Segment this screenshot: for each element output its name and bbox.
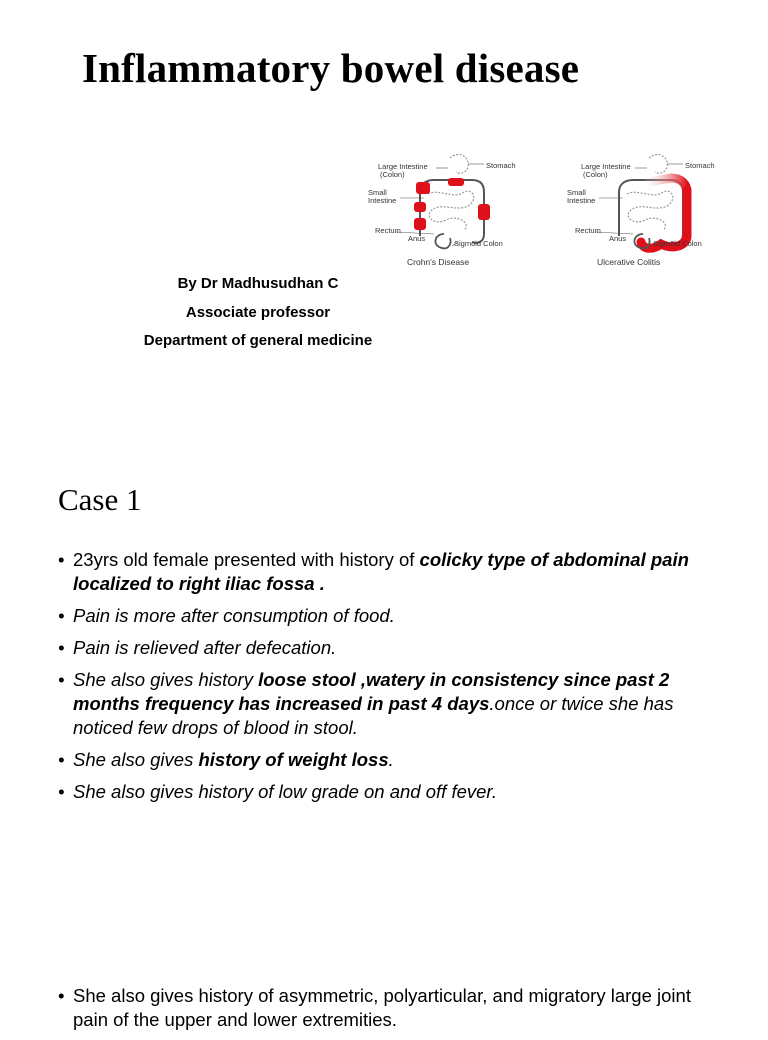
small-intestine-outline (627, 191, 673, 230)
caption-crohns: Crohn's Disease (407, 257, 470, 267)
crohns-illustration (364, 150, 534, 272)
colon-outline (619, 180, 683, 243)
label-sigmoid: Sigmoid Colon (653, 239, 702, 248)
list-item (58, 780, 718, 804)
label-stomach: Stomach (685, 161, 715, 170)
ulcerative-colitis-diagram (563, 150, 733, 272)
lesion-patch (478, 204, 490, 220)
label-small: Small (567, 188, 586, 197)
bullet-text: . (388, 749, 394, 770)
case-title: Case 1 (58, 482, 142, 517)
label-large-intestine: Large Intestine (581, 162, 631, 171)
bullet-text: She also gives (73, 749, 199, 770)
bullet-text: Pain is relieved after defecation. (73, 637, 337, 658)
bullet-text: 23yrs old female presented with history of (73, 549, 420, 570)
bullet-text: She also gives history of asymmetric, polyarticular, and migratory large joint pain of the upper and lower extremities. (73, 985, 691, 1030)
stomach-outline (649, 155, 667, 174)
bullet-text: .once or twice she has noticed few drops of blood in stool. (73, 693, 674, 738)
small-intestine-outline (428, 191, 474, 230)
bullet-emphasis: colicky type of abdominal pain localized to right iliac fossa . (73, 549, 689, 594)
list-item (58, 984, 718, 1032)
lesion-patch (416, 182, 430, 194)
title-slide (0, 0, 768, 450)
bullet-emphasis: history of weight loss (198, 749, 389, 770)
label-anus: Anus (408, 234, 426, 243)
list-item (58, 636, 718, 660)
label-intestine: Intestine (368, 196, 397, 205)
list-item (58, 668, 718, 740)
lesion-patch (448, 178, 464, 186)
lesion-patch (414, 218, 426, 230)
caption-ulcerative-colitis: Ulcerative Colitis (597, 257, 661, 267)
crohns-diagram (364, 150, 534, 272)
bullet-emphasis: loose stool ,watery in consistency since past 2 months frequency has increased in past 4 days (73, 669, 670, 714)
author-department: Department of general medicine (143, 332, 373, 349)
label-sigmoid: Sigmoid Colon (454, 239, 503, 248)
list-item (58, 604, 718, 628)
author-block (118, 270, 398, 356)
stomach-outline (450, 155, 468, 174)
list-item (58, 748, 718, 772)
bullet-text: She also gives history (73, 669, 259, 690)
label-colon: (Colon) (583, 170, 608, 179)
label-small: Small (368, 188, 387, 197)
continuation-bullet-list (58, 984, 718, 1040)
list-item (58, 548, 718, 596)
label-colon: (Colon) (380, 170, 405, 179)
case-slide (0, 460, 768, 980)
continuation-slide (0, 980, 768, 1030)
author-position: Associate professor (185, 303, 331, 321)
label-rectum: Rectum (575, 226, 601, 235)
lesion-patch (414, 202, 426, 212)
bullet-text: She also gives history of low grade on and off fever. (73, 781, 498, 802)
label-large-intestine: Large Intestine (378, 162, 428, 171)
case-bullet-list (58, 548, 718, 812)
label-stomach: Stomach (486, 161, 516, 170)
inflamed-colon (641, 178, 687, 248)
rectum-outline (435, 234, 450, 248)
bullet-text: Pain is more after consumption of food. (73, 605, 395, 626)
label-intestine: Intestine (567, 196, 596, 205)
slide-title: Inflammatory bowel disease (82, 45, 580, 91)
label-anus: Anus (609, 234, 627, 243)
author-name: By Dr Madhusudhan C (177, 275, 339, 292)
label-rectum: Rectum (375, 226, 401, 235)
uc-illustration (563, 150, 733, 272)
